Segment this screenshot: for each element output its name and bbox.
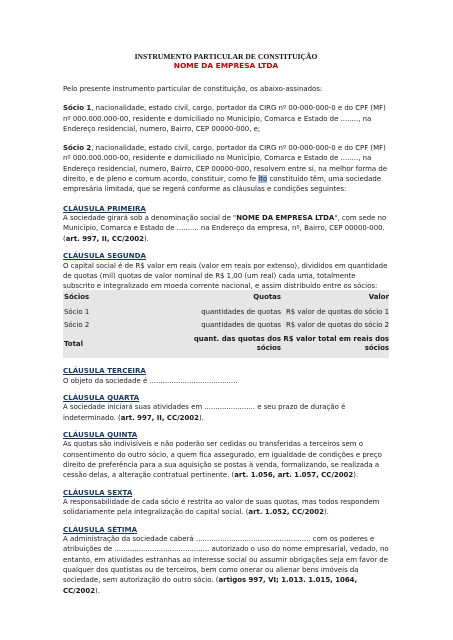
clause6-heading: CLÁUSULA SEXTA — [63, 487, 133, 497]
clause1-text — [63, 213, 389, 244]
socio2-paragraph — [63, 143, 389, 194]
clause7-ref: artigos 997, VI; 1.013. 1.015, 1064, CC/2002 — [63, 576, 358, 595]
socio1-paragraph — [63, 103, 389, 134]
table-header-socios: Sócios — [64, 293, 90, 301]
table-row1-quotas: quantidades de quotas — [201, 308, 281, 316]
socio2-label: Sócio 2 — [63, 144, 92, 153]
table-header-valor: Valor — [368, 293, 389, 301]
table-row2-valor: R$ valor de quotas do sócio 2 — [285, 321, 389, 329]
clause7-body: A administração da sociedade caberá .................................................... com os poderes e atribuições de ........................................... autorizado o uso do nome empresarial, vedado, no entanto, em atividades estranhas ao interesse social ou assumir obrigações seja em favor de qualquer dos quotistas ou de terceiros, bem como onerar ou alienar bens imóveis da sociedade, sem autorização do outro sócio. ( — [63, 535, 389, 585]
clause2-heading: CLÁUSULA SEGUNDA — [63, 251, 146, 261]
clause7-heading: CLÁUSULA SÉTIMA — [63, 524, 138, 534]
socio2-highlight: ito — [258, 175, 268, 184]
document-body-lower — [63, 366, 389, 596]
clause4-text — [63, 402, 389, 423]
company-name: NOME DA EMPRESA LTDA — [173, 61, 279, 70]
clause3-heading: CLÁUSULA TERCEIRA — [63, 366, 146, 375]
table-header-quotas: Quotas — [253, 293, 281, 301]
clause6-end: ). — [323, 508, 329, 517]
table-row2-quotas: quantidades de quotas — [201, 321, 281, 329]
clause4-body: A sociedade iniciará suas atividades em ....................... e seu prazo de duração é indeterminado. ( — [63, 403, 346, 422]
clause1-end: ). — [143, 234, 149, 243]
clause2-text: O capital social é de R$ valor em reais (valor em reais por extenso), divididos em quantidade de quotas (mil) quotas de valor nominal de R$ 1,00 (um real) cada uma, totalmente subscrito e integralizado em moeda corrente nacional, e assim distribuído entre os sócios: — [63, 261, 388, 291]
clause1-pre: A sociedade girará sob a denominação social de " — [63, 214, 237, 223]
table-total-quotas: quant. das quotas dos sócios — [193, 335, 281, 352]
socio2-text: , nacionalidade, estado civil, cargo, portador da CIRG nº 00-000-000-0 e do CPF (MF) nº 000.000.000-00, residente e domiciliado no Município, Comarca e Estado de ........, na Endereço residencial, numero, Bairro, CEP 00000-000, resolvem entre si, na melhor forma de direito, e de pleno e comum acordo, constituir, como fe — [63, 144, 388, 184]
table-total-valor: R$ valor total em reais dos sócios — [283, 335, 389, 352]
socio2-text-after: constituído têm, uma sociedade empresária limitada, que se regerá conforme as cláusulas e condições seguintes: — [63, 175, 382, 194]
clause5-body: As quotas são indivisíveis e não poderão ser cedidas ou transferidas a terceiros sem o consentimento do outro sócio, a quem fica assegurado, em igualdade de condições e preço direito de preferência para a sua aquisição se postas à venda, formalizando, se realizada a cessão delas, a alteração contratual pertinente. ( — [63, 440, 382, 480]
table-row2-socio: Sócio 2 — [64, 321, 90, 329]
table-row1-valor: R$ valor de quotas do sócio 1 — [285, 308, 389, 316]
clause4-ref: art. 997, II, CC/2002 — [120, 413, 199, 422]
clause7-text — [63, 534, 389, 596]
clause3-text: O objeto da sociedade é ........................................ — [63, 376, 238, 385]
clause1-ref: art. 997, II, CC/2002 — [65, 234, 144, 243]
clause6-body: A responsabilidade de cada sócio é restrita ao valor de suas quotas, mas todos respondem solidariamente pela integralização do capital social. ( — [63, 498, 380, 517]
clause1-heading: CLÁUSULA PRIMEIRA — [63, 203, 146, 213]
quota-table — [63, 290, 389, 358]
intro-paragraph: Pelo presente instrumento particular de constituição, os abaixo-assinados: — [63, 85, 323, 93]
clause5-end: ). — [353, 471, 359, 480]
clause5-heading: CLÁUSULA QUINTA — [63, 429, 138, 439]
clause5-ref: art. 1.056, art. 1.057, CC/2002 — [234, 471, 354, 480]
document-title: INSTRUMENTO PARTICULAR DE CONSTITUIÇÃO — [134, 52, 318, 61]
clause4-end: ). — [198, 413, 204, 422]
clause6-text — [63, 497, 389, 518]
clause6-ref: art. 1.052, CC/2002 — [248, 508, 324, 517]
clause4-heading: CLÁUSULA QUARTA — [63, 392, 140, 402]
clause1-post: ", com sede no Município, Comarca e Estado de .......... na Endereço da empresa, nº, Bairro, CEP 00000-000. ( — [63, 214, 387, 243]
socio1-text: , nacionalidade, estado civil, cargo, portador da CIRG nº 00-000-000-0 e do CPF (MF) nº 000.000.000-00, residente e domiciliado no Município, Comarca e Estado de ........, na Endereço residencial, numero, Bairro, CEP 00000-000, e; — [63, 104, 386, 133]
clause7-end: ). — [95, 586, 100, 595]
document-body — [63, 52, 389, 291]
clause5-text — [63, 439, 389, 480]
socio1-label: Sócio 1 — [63, 104, 92, 113]
table-row1-socio: Sócio 1 — [64, 308, 90, 316]
clause1-company: NOME DA EMPRESA LTDA — [236, 214, 335, 223]
table-total-label: Total — [64, 340, 83, 348]
